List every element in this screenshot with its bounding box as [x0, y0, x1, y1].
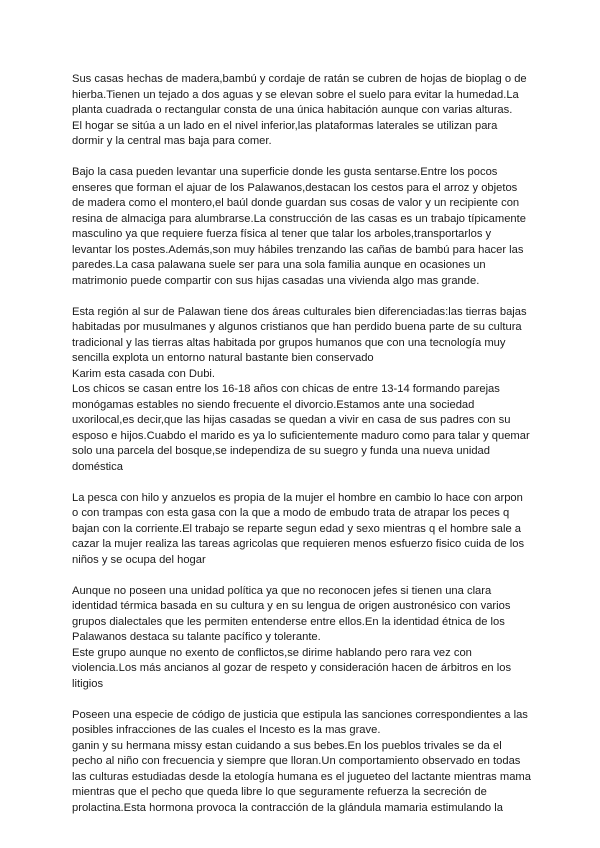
text-line: posibles infracciones de las cuales el Incesto es la mas grave. — [72, 724, 381, 736]
paragraph — [72, 165, 532, 289]
text-line: Aunque no poseen una unidad política ya que no reconocen jefes si tienen una clara — [72, 584, 492, 597]
paragraph — [72, 491, 532, 569]
text-line: ganin y su hermana missy estan cuidando a sus bebes.En los pueblos trivales se da el — [72, 739, 502, 752]
text-line: Karim esta casada con Dubi. — [72, 367, 216, 380]
text-line: esposo e hijos.Cuabdo el marido es ya lo suficientemente maduro como para talar y quemar — [72, 429, 530, 442]
paragraph — [72, 584, 532, 693]
text-line: masculino ya que requiere fuerza física al tener que talar los arboles,transportarlos y — [72, 228, 492, 240]
text-line: planta cuadrada o rectangular consta de una única habitación aunque con varias alturas. — [72, 104, 513, 116]
text-line: niños y se ocupa del hogar — [72, 553, 206, 566]
text-line: violencia.Los más ancianos al gozar de respeto y consideración hacen de árbitros en los — [72, 662, 512, 674]
body-text — [72, 72, 532, 832]
text-line: o con trampas con esta gasa con la que a modo de embudo trata de atrapar los peces q — [72, 507, 510, 519]
text-line: La pesca con hilo y anzuelos es propia de la mujer el hombre en cambio lo hace con arpon — [72, 491, 523, 504]
text-line: uxorilocal,es decir,que las hijas casadas se quedan a vivir en casa de sus padres con su — [72, 414, 511, 426]
text-line: las culturas estudiadas desde la etología humana es el jugueteo del lactante mientras mama — [72, 770, 531, 783]
paragraph — [72, 72, 532, 150]
text-line: solo una parcela del bosque,se independiza de su suegro y funda una nueva unidad — [72, 445, 490, 457]
text-line: Poseen una especie de código de justicia que estipula las sanciones correspondientes a las — [72, 708, 528, 721]
text-line: pecho al niño con frecuencia y siempre que lloran.Un comportamiento observado en todas — [72, 755, 521, 767]
text-line: hierba.Tienen un tejado a dos aguas y se elevan sobre el suelo para evitar la humedad.La — [72, 88, 519, 101]
text-line: mientras que el pecho que queda libre lo que seguramente refuerza la secreción de — [72, 786, 487, 798]
paragraph — [72, 305, 532, 476]
text-line: identidad térmica basada en su cultura y en su lengua de origen austronésico con varios — [72, 600, 511, 612]
text-line: paredes.La casa palawana suele ser para una sola familia aunque en ocasiones un — [72, 259, 486, 271]
text-line: dormir y la central mas baja para comer. — [72, 135, 272, 147]
text-line: enseres que forman el ajuar de los Palawanos,destacan los cestos para el arroz y objetos — [72, 181, 518, 194]
text-line: litigios — [72, 677, 104, 690]
text-line: bajan con la corriente.El trabajo se reparte segun edad y sexo mientras q el hombre sale a — [72, 522, 522, 535]
text-line: resina de almaciga para alumbrarse.La construcción de las casas es un trabajo típicamente — [72, 212, 526, 225]
text-line: cazar la mujer realiza las tareas agricolas que requieren menos esfuerzo fisico cuida de los — [72, 538, 525, 550]
text-line: Los chicos se casan entre los 16-18 años con chicas de entre 13-14 formando parejas — [72, 383, 500, 395]
text-line: matrimonio puede compartir con sus hijas casadas una vivienda algo mas grande. — [72, 274, 480, 287]
text-line: sencilla explota un entorno natural bastante bien conservado — [72, 352, 374, 364]
text-line: El hogar se sitúa a un lado en el nivel inferior,las plataformas laterales se utilizan para — [72, 119, 498, 132]
text-line: Bajo la casa pueden levantar una superficie donde les gusta sentarse.Entre los pocos — [72, 166, 498, 178]
text-line: doméstica — [72, 460, 123, 473]
text-line: de madera como el montero,el baúl donde guardan sus cosas de valor y un recipiente con — [72, 197, 520, 209]
paragraph — [72, 708, 532, 817]
text-line: Palawanos destaca su talante pacífico y tolerante. — [72, 631, 321, 643]
text-line: Esta región al sur de Palawan tiene dos áreas culturales bien diferenciadas:las tierras bajas — [72, 305, 527, 318]
text-line: tradicional y las tierras altas habitada por grupos humanos que con una tecnología muy — [72, 336, 506, 349]
text-line: levantar los postes.Además,son muy hábiles trenzando las cañas de bambú para hacer las — [72, 243, 524, 256]
text-line: grupos dialectales que les permiten entenderse entre ellos.En la identidad étnica de los — [72, 615, 505, 628]
text-line: habitadas por musulmanes y algunos cristianos que han perdido buena parte de su cultura — [72, 321, 522, 333]
text-line: Sus casas hechas de madera,bambú y cordaje de ratán se cubren de hojas de bioplag o de — [72, 73, 527, 85]
text-line: prolactina.Esta hormona provoca la contracción de la glándula mamaria estimulando la — [72, 801, 503, 814]
text-line: monógamas estables no siendo frecuente el divorcio.Estamos ante una sociedad — [72, 398, 475, 411]
text-line: Este grupo aunque no exento de conflictos,se dirime hablando pero rara vez con — [72, 646, 472, 659]
